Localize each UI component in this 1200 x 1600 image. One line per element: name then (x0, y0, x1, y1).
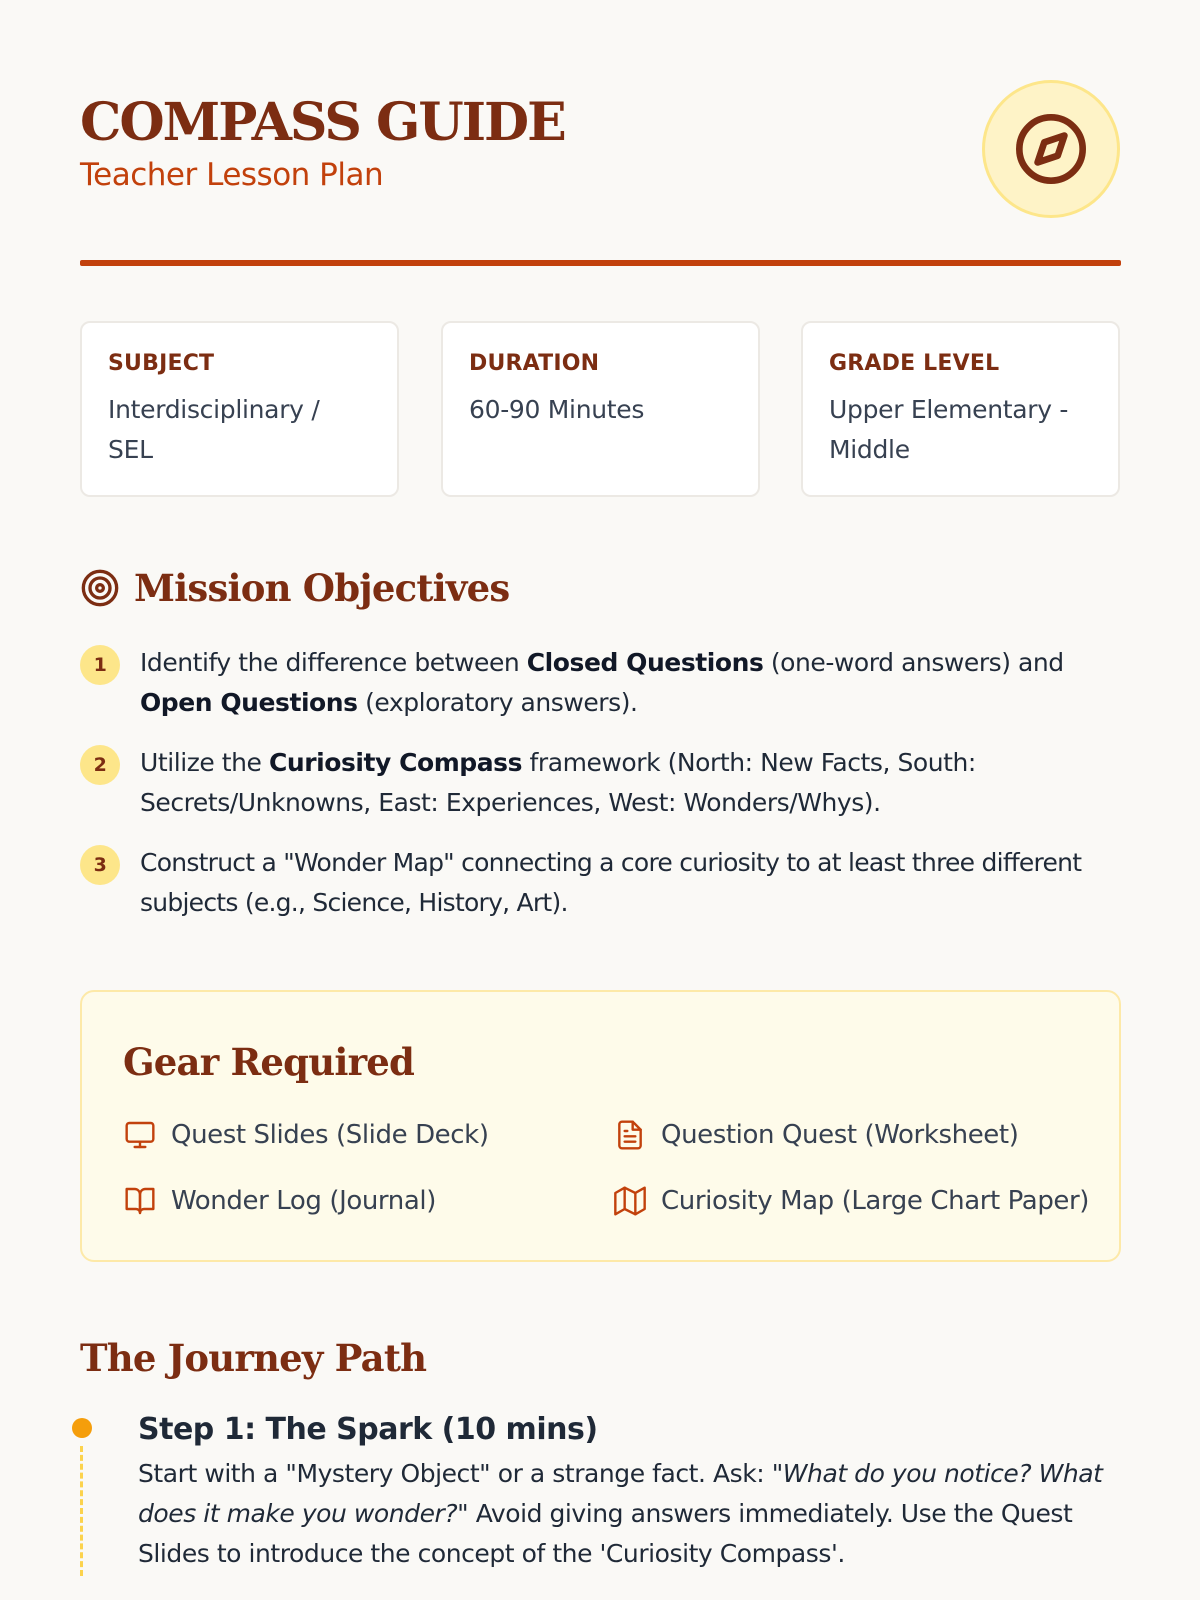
objective-item (80, 643, 1125, 723)
objective-text-part: Construct a "Wonder Map" connecting a core curiosity to at least three different subjects (e.g., Science, History, Art). (140, 848, 1082, 917)
timeline-dot (72, 1418, 92, 1438)
card-value: Interdisciplinary / SEL (108, 395, 320, 464)
document-icon (613, 1118, 647, 1152)
objective-text-part: framework (North: New Facts, South: Secrets/Unknowns, East: Experiences, West: Wonders/Whys). (140, 748, 976, 817)
gear-item (613, 1118, 1018, 1152)
objective-term: Curiosity Compass (268, 748, 523, 777)
objective-text-part: (exploratory answers). (357, 688, 638, 717)
objective-number: 2 (80, 745, 120, 785)
header-divider (80, 260, 1121, 266)
gear-label: Wonder Log (Journal) (171, 1186, 436, 1216)
presentation-icon (123, 1118, 157, 1152)
page-title: COMPASS GUIDE (80, 92, 565, 153)
step-text-part: Start with a "Mystery Object" or a strange fact. Ask: (138, 1459, 772, 1488)
journey-step (138, 1412, 1128, 1574)
objective-term: Closed Questions (526, 648, 764, 677)
objective-text-part: Identify the difference between (140, 648, 527, 677)
card-label: SUBJECT (108, 351, 215, 376)
gear-item (123, 1118, 489, 1152)
compass-badge (982, 80, 1120, 218)
gear-panel (80, 990, 1121, 1262)
objective-item (80, 843, 1125, 923)
objective-number: 1 (80, 645, 120, 685)
gear-item (613, 1184, 1089, 1218)
step-text-part: Avoid giving answers immediately. Use the Quest Slides to introduce the concept of the 'Curiosity Compass'. (138, 1499, 1073, 1568)
step-text (138, 1454, 1128, 1574)
gear-label: Curiosity Map (Large Chart Paper) (661, 1186, 1090, 1216)
card-label: GRADE LEVEL (829, 351, 1000, 376)
info-card-duration (441, 321, 760, 497)
gear-item (123, 1184, 436, 1218)
info-card-grade-level (801, 321, 1120, 497)
objectives-heading-text: Mission Objectives (134, 566, 510, 610)
timeline-line (80, 1446, 83, 1576)
info-card-subject (80, 321, 399, 497)
objective-number: 3 (80, 845, 120, 885)
gear-heading: Gear Required (123, 1040, 415, 1084)
objective-text-part: Utilize the (140, 748, 269, 777)
objective-term: Open Questions (140, 688, 358, 717)
page-subtitle: Teacher Lesson Plan (80, 156, 384, 193)
step-quote: "What do you notice? What does it make you wonder?" (138, 1459, 1103, 1528)
card-value: 60-90 Minutes (469, 395, 645, 424)
gear-label: Quest Slides (Slide Deck) (171, 1120, 489, 1150)
journey-heading: The Journey Path (80, 1336, 427, 1380)
map-icon (613, 1184, 647, 1218)
target-icon (80, 568, 120, 608)
card-value: Upper Elementary - Middle (829, 395, 1069, 464)
objective-item (80, 743, 1125, 823)
objectives-list (80, 643, 1125, 943)
card-label: DURATION (469, 351, 600, 376)
compass-icon (1013, 111, 1089, 187)
objectives-heading (80, 566, 509, 610)
objective-text-part: (one-word answers) and (763, 648, 1064, 677)
page-header (80, 92, 1120, 236)
gear-label: Question Quest (Worksheet) (661, 1120, 1019, 1150)
step-title: Step 1: The Spark (10 mins) (138, 1412, 598, 1447)
book-icon (123, 1184, 157, 1218)
